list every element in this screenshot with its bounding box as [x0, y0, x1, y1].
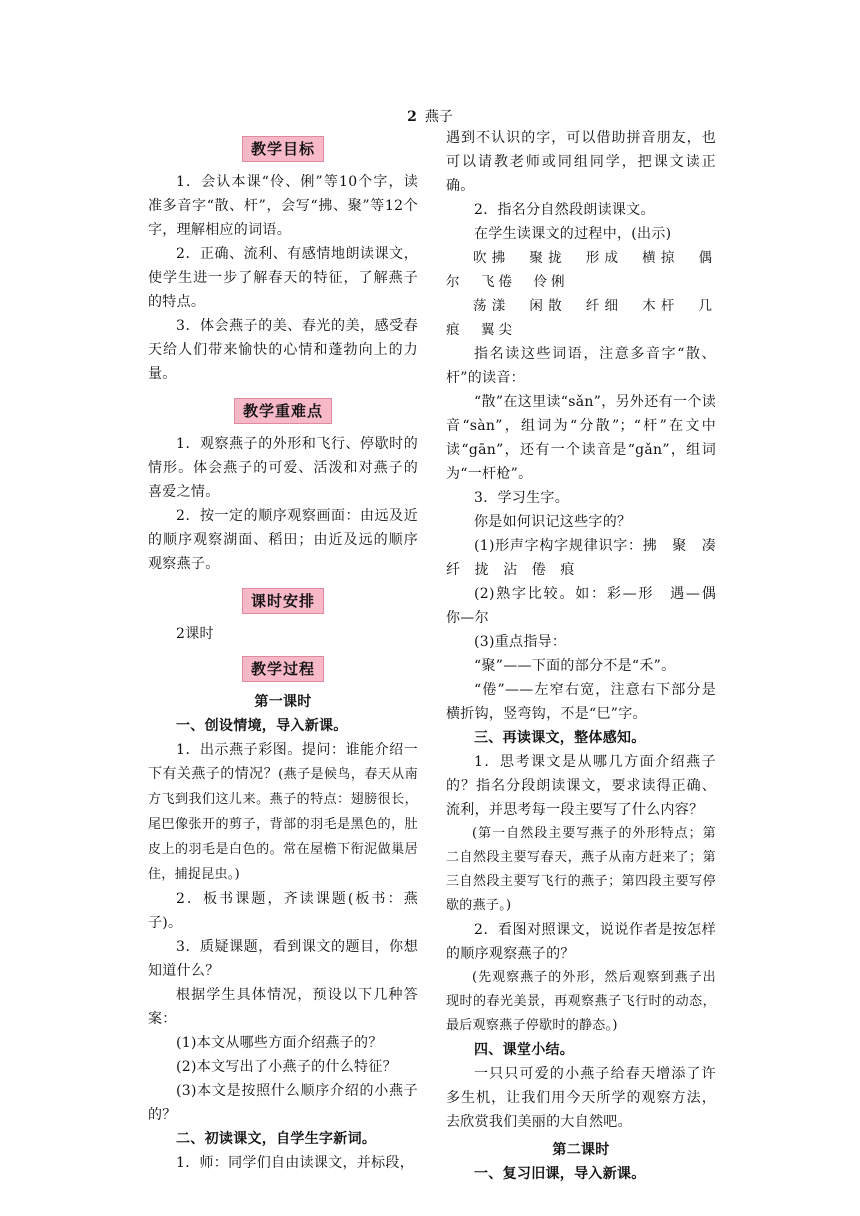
paragraph: (2)熟字比较。如：彩—形 遇—偶 你—尔: [446, 586, 731, 626]
paragraph: 根据学生具体情况，预设以下几种答案：: [148, 987, 418, 1027]
paragraph: 1．师：同学们自由读课文，并标段，: [176, 1155, 415, 1171]
answer-text: (第一自然段主要写燕子的外形特点；第二自然段主要写春天，燕子从南方赶来了；第三自然段主要写飞行的燕子；第四段主要写停歇的燕子。): [446, 826, 716, 913]
answer-text: (燕子是候鸟，春天从南方飞到我们这儿来。燕子的特点：翅膀很长，尾巴像张开的剪子，背部的羽毛是黑色的，肚皮上的羽毛是白色的。常在屋檐下衔泥做巢居住，捕捉昆虫。): [148, 767, 419, 882]
schedule-heading: 课时安排: [242, 588, 324, 614]
section-4-title: 四、课堂小结。: [474, 1042, 575, 1058]
paragraph: 2．板书课题，齐读课题(板书：燕子)。: [148, 891, 418, 931]
word-list: 吹拂 聚拢 形成 横掠 偶尔 飞倦 伶俐: [446, 250, 716, 290]
paragraph: 2．看图对照课文，说说作者是按怎样的顺序观察燕子的？: [446, 922, 716, 962]
right-column: [446, 126, 731, 1186]
question-item: (2)本文写出了小燕子的什么特征？: [176, 1059, 397, 1075]
lesson-2-title: 第二课时: [552, 1142, 610, 1158]
section-3-title: 三、再读课文，整体感知。: [474, 730, 646, 746]
paragraph: 遇到不认识的字，可以借助拼音朋友，也可以请教老师或同组同学，把课文读正确。: [446, 130, 716, 194]
keypoint-item: 2．按一定的顺序观察画面：由远及近的顺序观察湖面、稻田；由近及远的顺序观察燕子。: [148, 508, 418, 572]
page-header: [0, 107, 860, 127]
keypoints-heading: 教学重难点: [234, 398, 332, 424]
paragraph: 1．思考课文是从哪几方面介绍燕子的？指名分段朗读课文，要求读得正确、流利，并思考每一段主要写了什么内容？: [446, 754, 716, 818]
section-1-title: 一、创设情境，导入新课。: [176, 718, 348, 734]
paragraph: 3．质疑课题，看到课文的题目，你想知道什么？: [148, 939, 418, 979]
paragraph: 2．指名分自然段朗读课文。: [474, 202, 655, 218]
answer-text: (先观察燕子的外形，然后观察到燕子出现时的春光美景，再观察燕子飞行时的动态，最后观察燕子停歇时的静态。): [446, 970, 716, 1033]
objective-item: 3．体会燕子的美、春光的美，感受春天给人们带来愉快的心情和蓬勃向上的力量。: [148, 318, 418, 382]
paragraph: 你是如何识记这些字的？: [474, 514, 632, 530]
lesson-title: 燕子: [424, 109, 453, 125]
objectives-heading: 教学目标: [242, 136, 324, 162]
word-list: 荡漾 闲散 纤细 木杆 几痕 翼尖: [446, 298, 716, 338]
paragraph-text: 1．出示燕子彩图。提问：谁能介绍一下有关燕子的情况？: [148, 742, 418, 782]
paragraph: “散”在这里读“sǎn”，另外还有一个读音“sàn”，组词为“分散”；“杆”在文中读“gān”，还有一个读音是“gǎn”，组词为“一杆枪”。: [446, 394, 716, 482]
objective-item: 1．会认本课“伶、俐”等10个字，读准多音字“散、杆”，会写“拂、聚”等12个字，理解相应的词语。: [148, 174, 418, 238]
paragraph: (1)形声字构字规律识字：拂 聚 凑 纤 拢 沾 倦 痕: [446, 538, 731, 578]
paragraph: 一只只可爱的小燕子给春天增添了许多生机，让我们用今天所学的观察方法，去欣赏我们美丽的大自然吧。: [446, 1066, 716, 1130]
keypoint-item: 1．观察燕子的外形和飞行、停歇时的情形。体会燕子的可爱、活泼和对燕子的喜爱之情。: [148, 436, 418, 500]
paragraph: “倦”——左窄右宽，注意右下部分是横折钩，竖弯钩，不是“巳”字。: [446, 682, 716, 722]
process-heading: 教学过程: [242, 656, 324, 682]
paragraph: 在学生读课文的过程中，(出示): [474, 226, 672, 242]
paragraph: (3)重点指导：: [474, 634, 567, 650]
left-column: [148, 130, 418, 1175]
lesson-number: 2: [407, 109, 417, 125]
schedule-text: 2课时: [176, 626, 214, 642]
question-item: (1)本文从哪些方面介绍燕子的？: [176, 1035, 383, 1051]
question-item: (3)本文是按照什么顺序介绍的小燕子的？: [148, 1083, 418, 1123]
objective-item: 2．正确、流利、有感情地朗读课文，使学生进一步了解春天的特征，了解燕子的特点。: [148, 246, 418, 310]
lesson-1-title: 第一课时: [254, 694, 312, 710]
paragraph: 指名读这些词语，注意多音字“散、杆”的读音：: [446, 346, 716, 386]
lesson-2-section-1-title: 一、复习旧课，导入新课。: [474, 1166, 646, 1182]
paragraph: “聚”——下面的部分不是“禾”。: [474, 658, 676, 674]
paragraph: [148, 738, 418, 887]
section-2-title: 二、初读课文，自学生字新词。: [176, 1131, 377, 1147]
paragraph: 3．学习生字。: [474, 490, 570, 506]
